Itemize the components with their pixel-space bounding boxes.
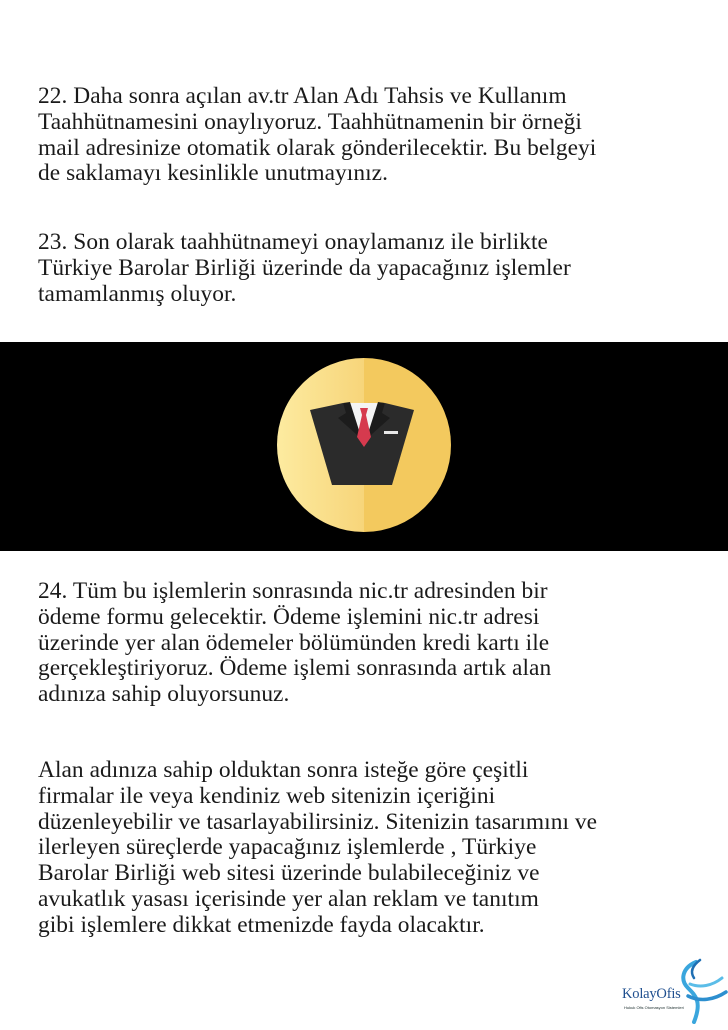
text-line: 23. Son olarak taahhütnameyi onaylamanız ile birlikte [38,229,548,255]
kolayofis-logo [618,958,728,1024]
paragraph-step-23 [38,230,571,307]
text-line: Barolar Birliği web sitesi üzerinde bulabileceğiniz ve [38,860,540,887]
logo-tagline: Hukuk Ofis Otomasyon Sistemleri [624,1005,684,1010]
text-line: ilerleyen süreçlerde yapacağınız işlemlerde , Türkiye [38,834,537,861]
text-line: avukatlık yasası içerisinde yer alan reklam ve tanıtım [38,885,539,912]
text-line: mail adresinize otomatik olarak gönderilecektir. Bu belgeyi [38,134,597,161]
text-line: adınıza sahip oluyorsunuz. [38,681,290,708]
pocket-square [384,431,398,434]
banner-band [0,342,728,551]
text-line: gibi işlemlere dikkat etmenizde fayda olacaktır. [38,911,485,938]
text-line: üzerinde yer alan ödemeler bölümünden kredi kartı ile [38,629,550,656]
text-line: de saklamayı kesinlikle unutmayınız. [38,160,388,187]
paragraph-closing-note [38,758,597,939]
text-line: Alan adınıza sahip olduktan sonra isteğe göre çeşitli [38,757,529,783]
paragraph-step-24 [38,579,551,708]
paragraph-step-22 [38,84,596,187]
text-line: gerçekleştiriyoruz. Ödeme işlemi sonrasında artık alan [38,655,552,682]
text-line: 24. Tüm bu işlemlerin sonrasında nic.tr adresinden bir [38,578,548,604]
lawyer-suit-icon [0,342,728,551]
text-line: 22. Daha sonra açılan av.tr Alan Adı Tahsis ve Kullanım [38,83,567,109]
text-line: Taahhütnamesini onaylıyoruz. Taahhütnamenin bir örneği [38,108,582,135]
text-line: ödeme formu gelecektir. Ödeme işlemini nic.tr adresi [38,603,540,630]
text-line: firmalar ile veya kendiniz web sitenizin içeriğini [38,782,496,809]
text-line: Türkiye Barolar Birliği üzerinde da yapacağınız işlemler [38,254,571,281]
text-line: tamamlanmış oluyor. [38,280,237,307]
text-line: düzenleyebilir ve tasarlayabilirsiniz. Sitenizin tasarımını ve [38,808,598,835]
logo-brand-text: KolayOfis [622,986,681,1002]
